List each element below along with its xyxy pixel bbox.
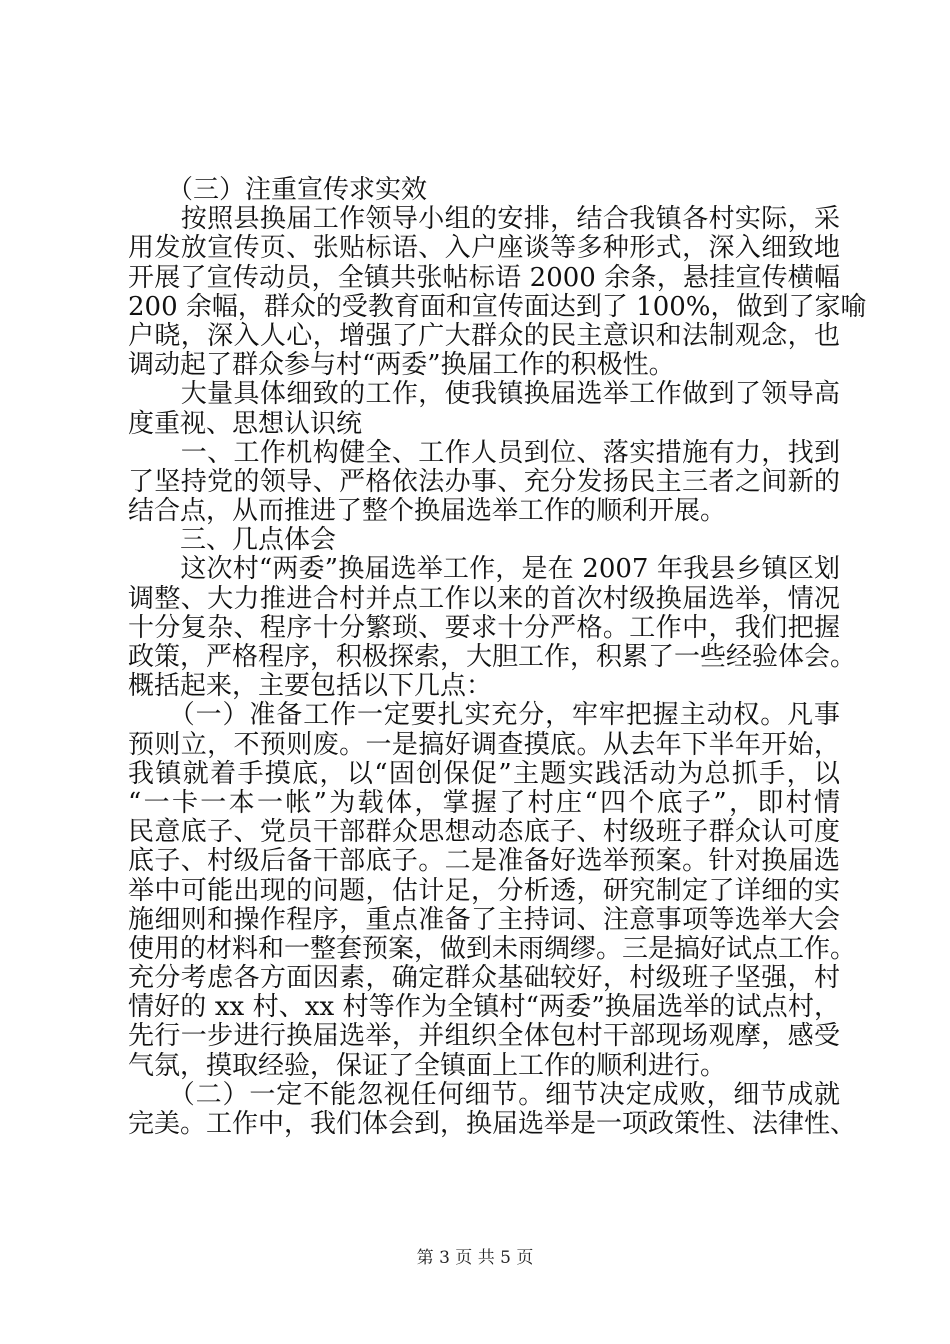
- text-line: 这次村“两委”换届选举工作，是在 2007 年我县乡镇区划: [128, 554, 840, 585]
- text-line: 情好的 xx 村、xx 村等作为全镇村“两委”换届选举的试点村，: [128, 992, 840, 1023]
- text-line: 了坚持党的领导、严格依法办事、充分发扬民主三者之间新的: [128, 466, 840, 497]
- text-line: 政策，严格程序，积极探索，大胆工作，积累了一些经验体会。: [128, 642, 857, 672]
- page-footer: 第 3 页 共 5 页: [416, 1248, 534, 1268]
- text-line: 先行一步进行换届选举，并组织全体包村干部现场观摩，感受: [128, 1021, 840, 1052]
- text-line: 概括起来，主要包括以下几点：: [128, 671, 493, 702]
- text-line: 度重视、思想认识统: [128, 408, 363, 439]
- text-line: 充分考虑各方面因素，确定群众基础较好，村级班子坚强，村: [128, 963, 840, 994]
- text-line: “一卡一本一帐”为载体，掌握了村庄“四个底子”，即村情: [128, 787, 840, 818]
- text-line: 十分复杂、程序十分繁琐、要求十分严格。工作中，我们把握: [128, 612, 840, 643]
- text-line: 举中可能出现的问题，估计足，分析透，研究制定了详细的实: [128, 875, 840, 906]
- text-line: （一）准备工作一定要扎实充分，牢牢把握主动权。凡事: [128, 700, 840, 731]
- text-line: 气氛，摸取经验，保证了全镇面上工作的顺利进行。: [128, 1050, 727, 1081]
- text-line: 用发放宣传页、张贴标语、入户座谈等多种形式，深入细致地: [128, 233, 840, 264]
- text-line: 户晓，深入人心，增强了广大群众的民主意识和法制观念，也: [128, 320, 840, 351]
- text-line: 调动起了群众参与村“两委”换届工作的积极性。: [128, 350, 675, 381]
- text-line: 按照县换届工作领导小组的安排，结合我镇各村实际，采: [128, 204, 840, 235]
- text-line: （二）一定不能忽视任何细节。细节决定成败，细节成就: [128, 1079, 840, 1110]
- text-line: 200 余幅，群众的受教育面和宣传面达到了 100%，做到了家喻: [128, 291, 867, 322]
- text-line: 预则立，不预则废。一是搞好调查摸底。从去年下半年开始，: [128, 729, 840, 760]
- text-line: 调整、大力推进合村并点工作以来的首次村级换届选举，情况: [128, 583, 840, 614]
- text-line: 民意底子、党员干部群众思想动态底子、村级班子群众认可度: [128, 817, 840, 848]
- text-line: 开展了宣传动员，全镇共张帖标语 2000 余条，悬挂宣传横幅: [128, 262, 840, 293]
- text-line: 三、几点体会: [128, 525, 337, 556]
- text-line: 底子、村级后备干部底子。二是准备好选举预案。针对换届选: [128, 846, 840, 877]
- text-line: 大量具体细致的工作，使我镇换届选举工作做到了领导高: [128, 379, 840, 410]
- text-line: 我镇就着手摸底，以“固创保促”主题实践活动为总抓手，以: [128, 758, 840, 789]
- document-body: [128, 175, 867, 1139]
- text-line: 一、工作机构健全、工作人员到位、落实措施有力，找到: [128, 437, 840, 468]
- text-line: 施细则和操作程序，重点准备了主持词、注意事项等选举大会: [128, 904, 840, 935]
- text-line: 结合点，从而推进了整个换届选举工作的顺利开展。: [128, 496, 727, 527]
- text-line: 使用的材料和一整套预案，做到未雨绸缪。三是搞好试点工作。: [128, 933, 857, 964]
- text-line: 完美。工作中，我们体会到，换届选举是一项政策性、法律性、: [128, 1109, 857, 1139]
- text-line: （三）注重宣传求实效: [128, 175, 428, 205]
